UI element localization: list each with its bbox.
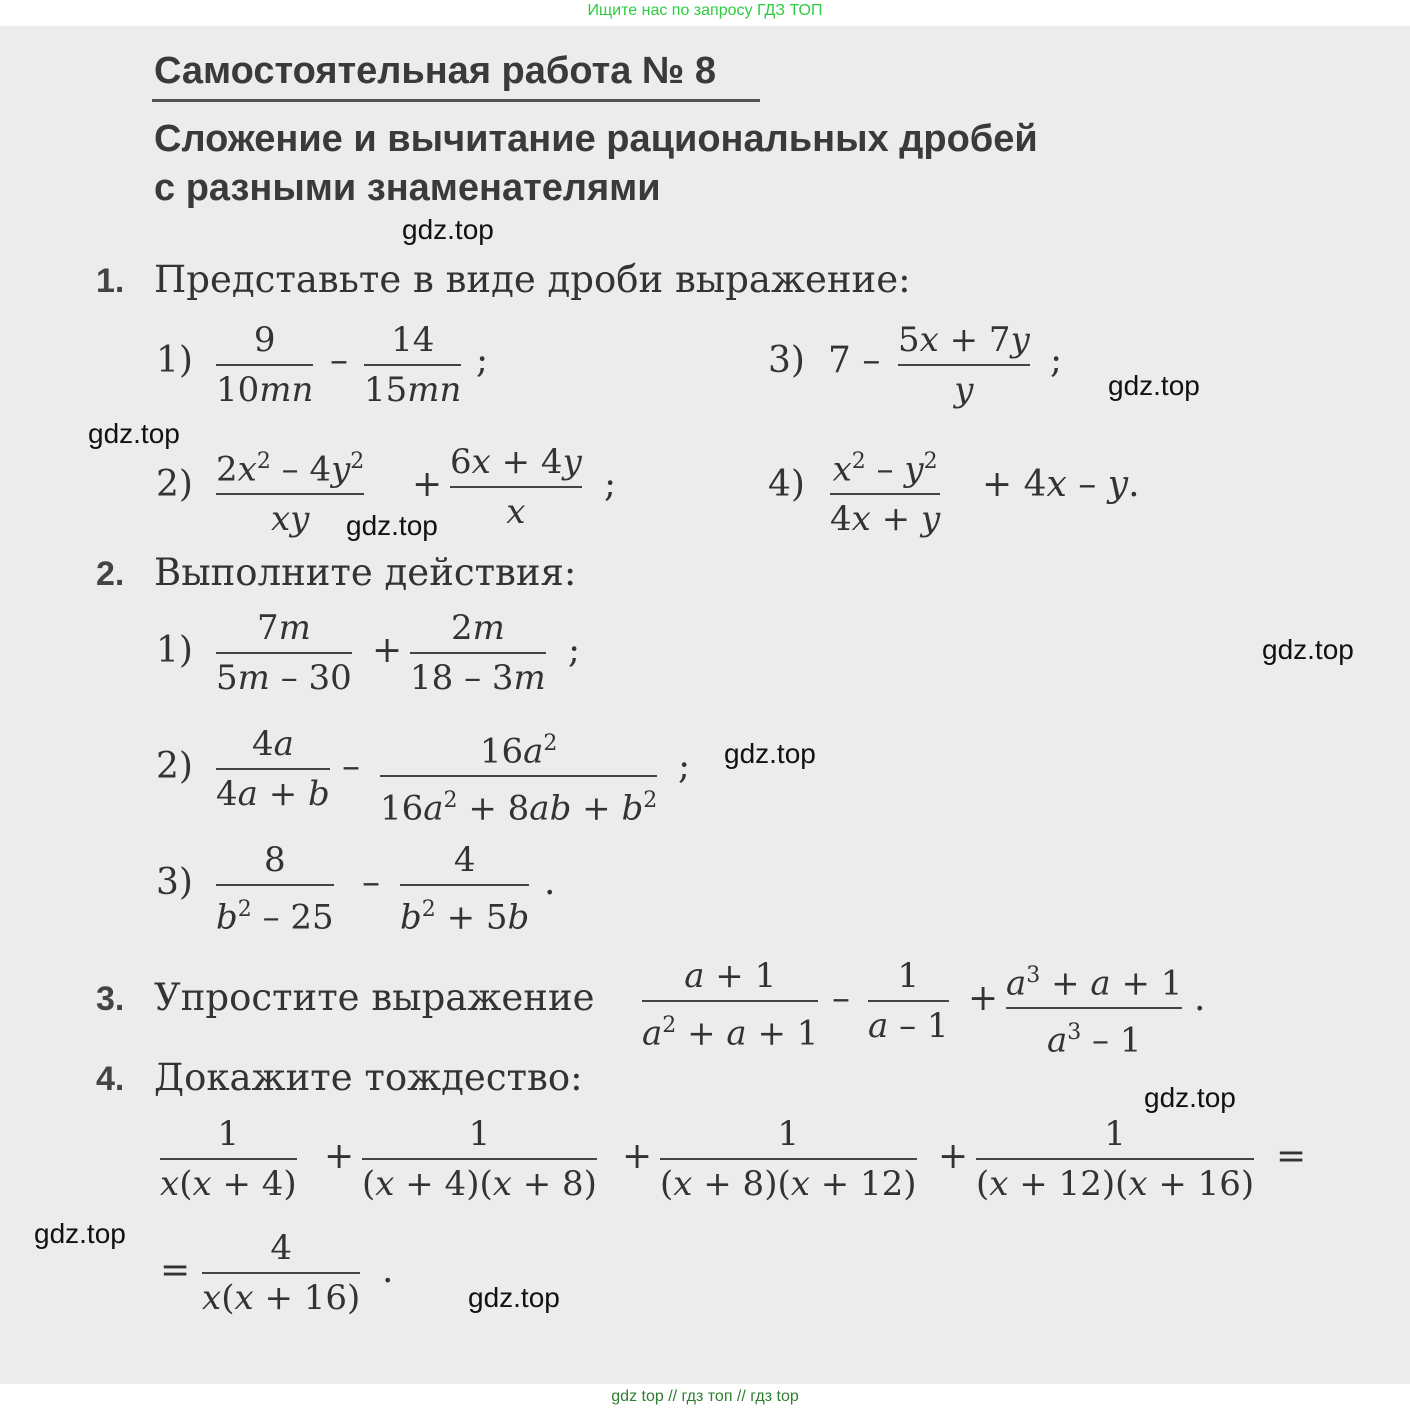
watermark: gdz.top xyxy=(468,1282,560,1313)
watermark: gdz.top xyxy=(1108,370,1200,401)
fraction: $16a^2$ $16a^2 + 8ab + b^2$ xyxy=(380,731,658,829)
task-1-number: 1. xyxy=(96,262,125,300)
operator: + xyxy=(938,1136,969,1177)
operator: = xyxy=(1276,1136,1307,1177)
operator: . xyxy=(544,862,556,903)
watermark: gdz.top xyxy=(88,418,180,449)
fraction: 2m 18 – 3m xyxy=(410,608,546,698)
operator: – xyxy=(342,746,360,787)
operator: + xyxy=(622,1136,653,1177)
operator: + xyxy=(372,630,403,671)
expression: 7 – xyxy=(828,340,881,381)
subtitle-line-2: с разными знаменателями xyxy=(154,167,661,209)
fraction: 1 a – 1 xyxy=(868,956,949,1046)
fraction: a + 1 $a^2 + a + 1$ xyxy=(642,956,819,1054)
page-title: Самостоятельная работа № 8 xyxy=(154,50,716,92)
task-3-text: Упростите выражение xyxy=(154,976,595,1019)
fraction: 4 x(x + 16) xyxy=(202,1228,361,1318)
watermark: gdz.top xyxy=(1144,1082,1236,1113)
watermark: gdz.top xyxy=(402,214,494,245)
operator: + xyxy=(412,464,443,505)
task-4-text: Докажите тождество: xyxy=(154,1056,583,1099)
watermark: gdz.top xyxy=(346,510,438,541)
task-2-item-1-label: 1) xyxy=(156,630,193,671)
watermark: gdz.top xyxy=(724,738,816,769)
fraction: 8 $b^2 - 25$ xyxy=(216,840,334,938)
fraction: $2x^2 - 4y^2$ xy xyxy=(216,449,365,540)
fraction: 4a 4a + b xyxy=(216,724,330,814)
operator: – xyxy=(832,978,850,1019)
fraction: 6x + 4y x xyxy=(450,442,582,532)
task-1-item-1-label: 1) xyxy=(156,340,193,381)
fraction: $a^3 + a + 1$ $a^3 - 1$ xyxy=(1006,963,1183,1061)
operator: ; xyxy=(604,464,617,505)
operator: = xyxy=(160,1250,191,1291)
title-underline xyxy=(152,99,760,102)
task-2-item-3-label: 3) xyxy=(156,862,193,903)
fraction: 5x + 7y y xyxy=(898,320,1030,410)
operator: ; xyxy=(568,630,581,671)
subtitle-line-1: Сложение и вычитание рациональных дробей xyxy=(154,118,1038,160)
task-2-number: 2. xyxy=(96,555,125,593)
fraction: 1 (x + 12)(x + 16) xyxy=(976,1114,1255,1204)
operator: ; xyxy=(476,340,489,381)
operator: ; xyxy=(678,746,691,787)
watermark: gdz.top xyxy=(34,1218,126,1249)
fraction: 14 15mn xyxy=(364,320,462,410)
task-1-item-2-label: 2) xyxy=(156,464,193,505)
task-1-item-4-label: 4) xyxy=(768,464,805,505)
operator: – xyxy=(362,862,380,903)
expression: + 4x – y. xyxy=(982,464,1140,505)
task-1-text: Представьте в виде дроби выражение: xyxy=(154,258,911,301)
task-1-item-3-label: 3) xyxy=(768,340,805,381)
operator: . xyxy=(1194,978,1206,1019)
task-4-number: 4. xyxy=(96,1060,125,1098)
operator: + xyxy=(324,1136,355,1177)
task-2-item-2-label: 2) xyxy=(156,746,193,787)
operator: + xyxy=(968,978,999,1019)
operator: – xyxy=(330,340,348,381)
operator: . xyxy=(382,1250,394,1291)
page-subtitle xyxy=(154,115,1038,213)
fraction: 1 (x + 4)(x + 8) xyxy=(362,1114,597,1204)
fraction: 1 x(x + 4) xyxy=(160,1114,297,1204)
bottom-banner: gdz top // гдз топ // гдз top xyxy=(611,1388,799,1405)
operator: ; xyxy=(1050,340,1063,381)
fraction: 9 10mn xyxy=(216,320,314,410)
fraction: 1 (x + 8)(x + 12) xyxy=(660,1114,917,1204)
fraction: 7m 5m – 30 xyxy=(216,608,352,698)
watermark: gdz.top xyxy=(1262,634,1354,665)
task-3-number: 3. xyxy=(96,980,125,1018)
task-2-text: Выполните действия: xyxy=(154,551,577,594)
top-banner: Ищите нас по запросу ГДЗ ТОП xyxy=(587,2,823,19)
fraction: 4 $b^2 + 5b$ xyxy=(400,840,530,938)
fraction: $x^2 - y^2$ 4x + y xyxy=(830,449,941,540)
